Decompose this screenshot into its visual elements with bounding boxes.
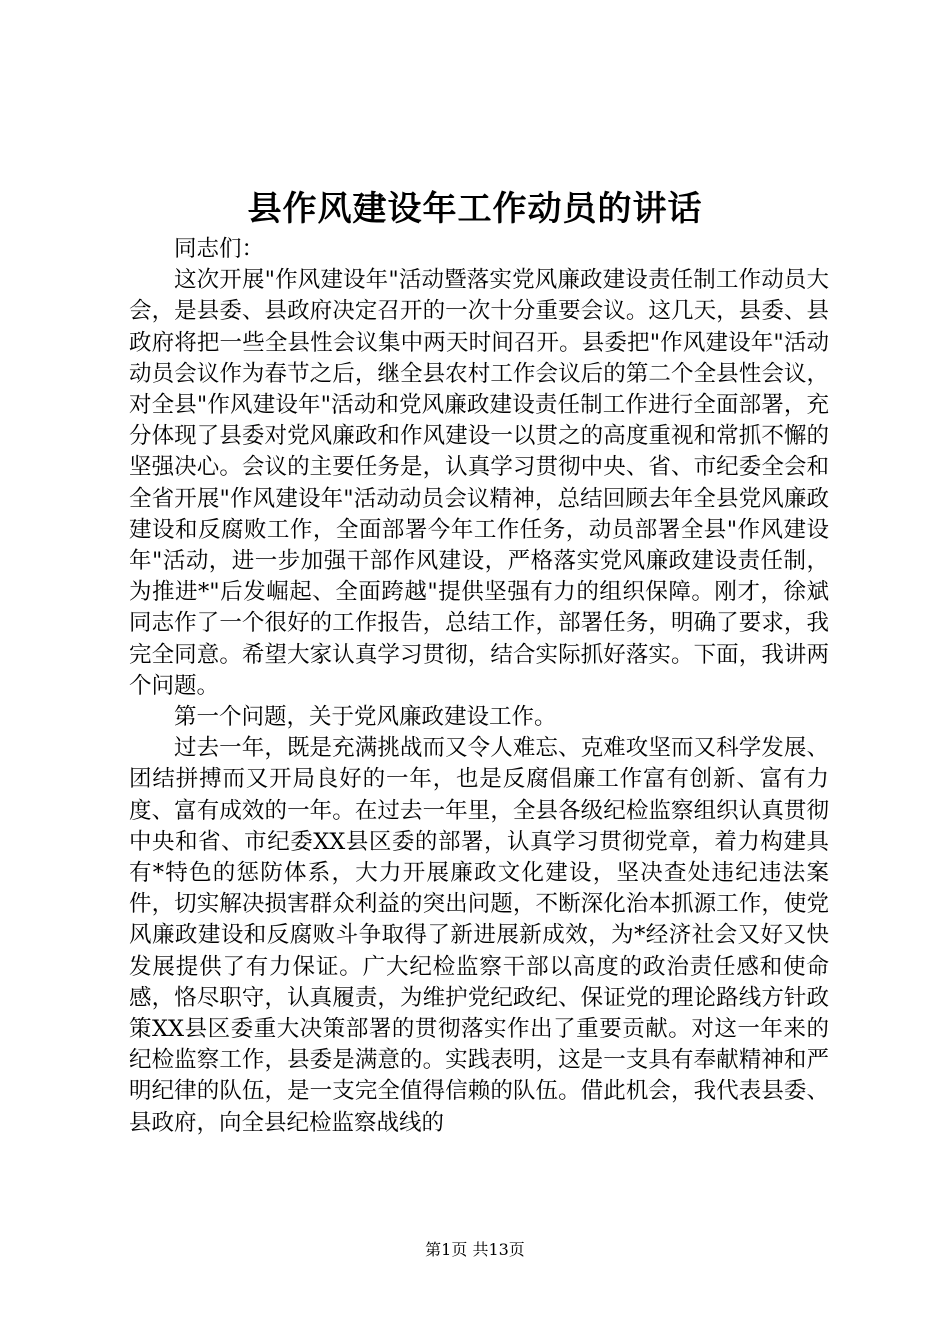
document-body: [129, 234, 829, 1139]
body-paragraph: 过去一年，既是充满挑战而又令人难忘、克难攻坚而又科学发展、团结拼搏而又开局良好的一年，也是反腐倡廉工作富有创新、富有力度、富有成效的一年。在过去一年里，全县各级纪检监察组织认真贯彻中央和省、市纪委XX县区委的部署，认真学习贯彻党章，着力构建具有*特色的惩防体系，大力开展廉政文化建设，坚决查处违纪违法案件，切实解决损害群众利益的突出问题，不断深化治本抓源工作，使党风廉政建设和反腐败斗争取得了新进展新成效，为*经济社会又好又快发展提供了有力保证。广大纪检监察干部以高度的政治责任感和使命感，恪尽职守，认真履责，为维护党纪政纪、保证党的理论路线方针政策XX县区委重大决策部署的贯彻落实作出了重要贡献。对这一年来的纪检监察工作，县委是满意的。实践表明，这是一支具有奉献精神和严明纪律的队伍，是一支完全值得信赖的队伍。借此机会，我代表县委、县政府，向全县纪检监察战线的: [129, 735, 829, 1136]
salutation-paragraph: 同志们：: [174, 236, 265, 262]
body-paragraph: 这次开展"作风建设年"活动暨落实党风廉政建设责任制工作动员大会，是县委、县政府决定召开的一次十分重要会议。这几天，县委、县政府将把一些全县性会议集中两天时间召开。县委把"作风建设年"活动动员会议作为春节之后，继全县农村工作会议后的第二个全县性会议，对全县"作风建设年"活动和党风廉政建设责任制工作进行全面部署，充分体现了县委对党风廉政和作风建设一以贯之的高度重视和常抓不懈的坚强决心。会议的主要任务是，认真学习贯彻中央、省、市纪委全会和全省开展"作风建设年"活动动员会议精神，总结回顾去年全县党风廉政建设和反腐败工作，全面部署今年工作任务，动员部署全县"作风建设年"活动，进一步加强干部作风建设，严格落实党风廉政建设责任制，为推进*"后发崛起、全面跨越"提供坚强有力的组织保障。刚才，徐斌同志作了一个很好的工作报告，总结工作，部署任务，明确了要求，我完全同意。希望大家认真学习贯彻，结合实际抓好落实。下面，我讲两个问题。: [129, 267, 829, 699]
page-number-footer: 第1页 共13页: [425, 1240, 525, 1259]
document-title: 县作风建设年工作动员的讲话: [247, 189, 703, 229]
section-heading-paragraph: 第一个问题，关于党风廉政建设工作。: [174, 704, 557, 731]
